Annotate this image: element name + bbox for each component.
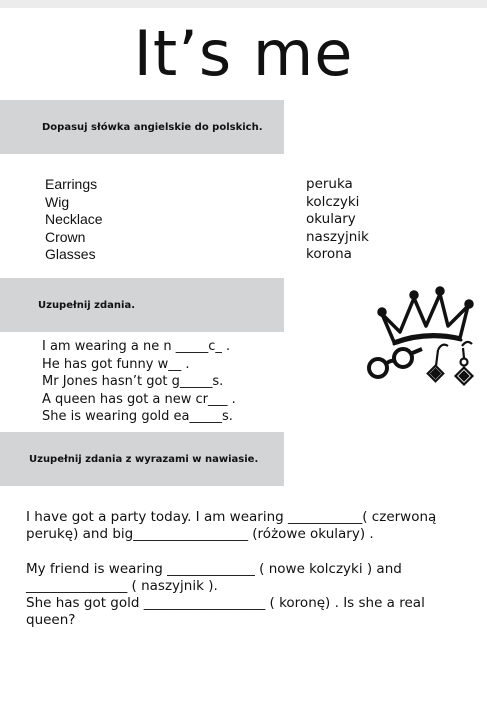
sentence-list (42, 338, 236, 426)
section-heading-brackets (0, 432, 284, 486)
sentence: I am wearing a ne n _____c_ . (42, 339, 231, 354)
english-word: Necklace (45, 211, 103, 227)
english-word: Glasses (45, 246, 96, 262)
paragraph-line: queen? (26, 612, 76, 628)
english-word: Crown (45, 228, 86, 245)
page-title: It’s me (133, 17, 354, 90)
sentence: She is wearing gold ea_____s. (42, 409, 233, 424)
earrings-icon (428, 342, 473, 385)
sentence: Mr Jones hasn’t got g_____s. (42, 374, 224, 389)
polish-word: okulary (306, 211, 356, 227)
polish-word-list (306, 176, 369, 264)
paragraph-line: _______________ ( naszyjnik ). (26, 578, 218, 594)
exercise-paragraph-2 (26, 561, 466, 629)
top-bar (0, 0, 487, 8)
accessories-clipart (364, 286, 480, 398)
section-heading-match-text: Dopasuj słówka angielskie do polskich. (42, 121, 263, 133)
sentence: He has got funny w__ . (42, 356, 190, 372)
section-heading-match (0, 100, 284, 154)
english-word-list (45, 176, 103, 264)
section-heading-brackets-text: Uzupełnij zdania z wyrazami w nawiasie. (29, 453, 259, 465)
paragraph-line: I have got a party today. I am wearing ___________( czerwoną (26, 509, 437, 525)
section-heading-complete-text: Uzupełnij zdania. (38, 299, 135, 311)
polish-word: korona (306, 246, 352, 262)
exercise-paragraph-1 (26, 509, 466, 543)
paragraph-line: My friend is wearing _____________ ( nowe kolczyki ) and (26, 561, 402, 577)
english-word: Earrings (45, 176, 98, 192)
paragraph-line: She has got gold __________________ ( koronę) . Is she a real (26, 595, 425, 611)
polish-word: peruka (306, 176, 353, 192)
crown-icon (379, 288, 472, 344)
polish-word: naszyjnik (306, 228, 369, 245)
english-word: Wig (45, 193, 70, 210)
paragraph-line: perukę) and big_________________ (różowe okulary) . (26, 526, 374, 542)
polish-word: kolczyki (306, 193, 360, 210)
glasses-icon (369, 349, 422, 377)
section-heading-complete (0, 278, 284, 332)
sentence: A queen has got a new cr___ . (42, 391, 236, 407)
